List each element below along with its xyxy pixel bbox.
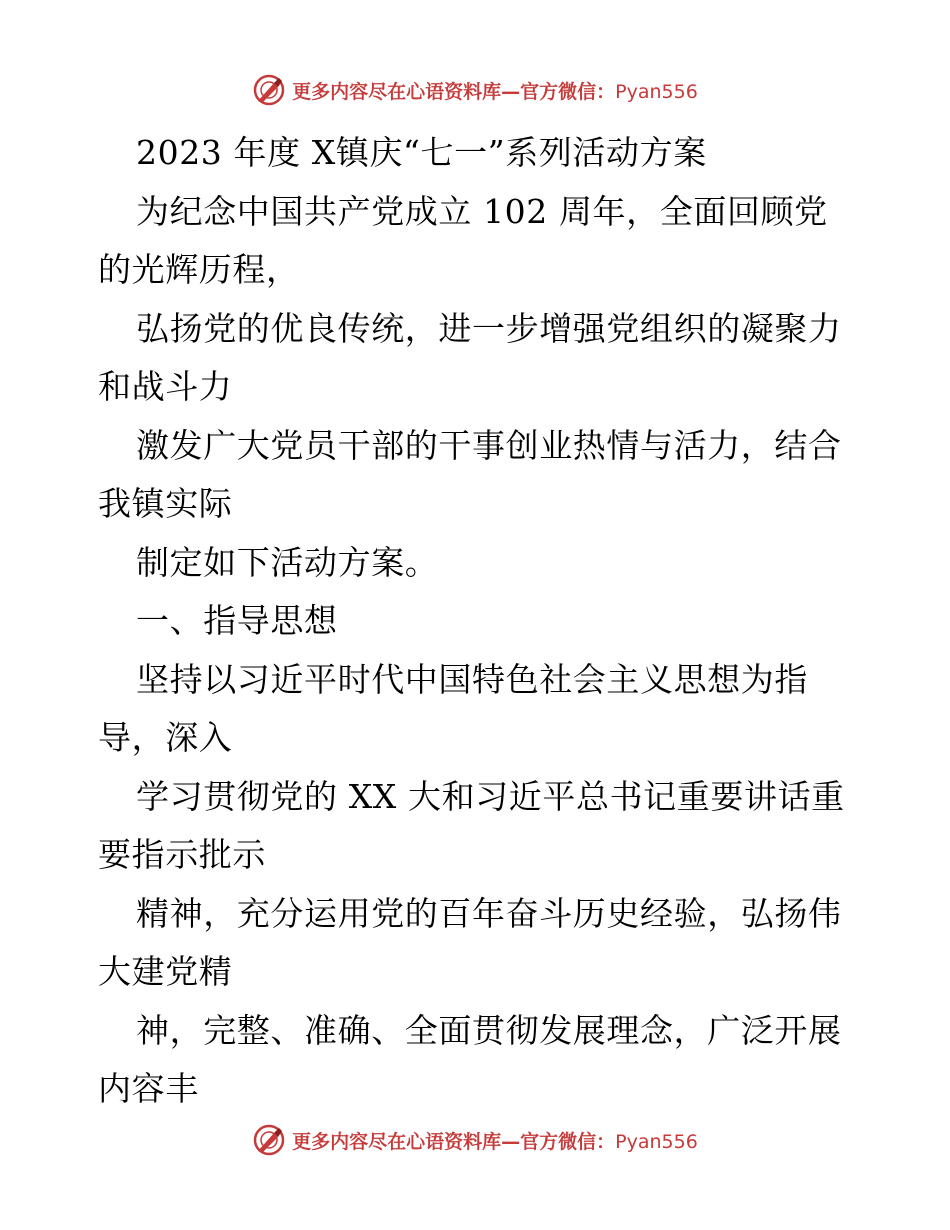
paragraph: 神，完整、准确、全面贯彻发展理念，广泛开展内容丰: [98, 1010, 842, 1108]
paragraph: 坚持以习近平时代中国特色社会主义思想为指导，深入: [98, 659, 808, 757]
header-watermark: [0, 70, 950, 110]
document-title: 2023 年度 X镇庆“七一”系列活动方案: [136, 133, 707, 172]
watermark-text: 更多内容尽在心语资料库—官方微信：Pyan556: [292, 1130, 698, 1153]
paragraph: 学习贯彻党的 XX 大和习近平总书记重要讲话重要指示批示: [98, 776, 845, 874]
footer-watermark: [0, 1120, 950, 1160]
paragraph: 弘扬党的优良传统，进一步增强党组织的凝聚力和战斗力: [98, 308, 842, 406]
pen-nib-circle-icon: [252, 73, 286, 107]
watermark-text: 更多内容尽在心语资料库—官方微信：Pyan556: [292, 80, 698, 103]
pen-nib-circle-icon: [252, 1123, 286, 1157]
paragraph: 激发广大党员干部的干事创业热情与活力，结合我镇实际: [98, 425, 842, 523]
paragraph: 制定如下活动方案。: [136, 542, 439, 582]
paragraph: 为纪念中国共产党成立 102 周年，全面回顾党的光辉历程，: [98, 191, 828, 289]
section-heading: 一、指导思想: [136, 601, 338, 640]
paragraph: 精神，充分运用党的百年奋斗历史经验，弘扬伟大建党精: [98, 893, 842, 991]
document-body: [98, 124, 858, 1119]
